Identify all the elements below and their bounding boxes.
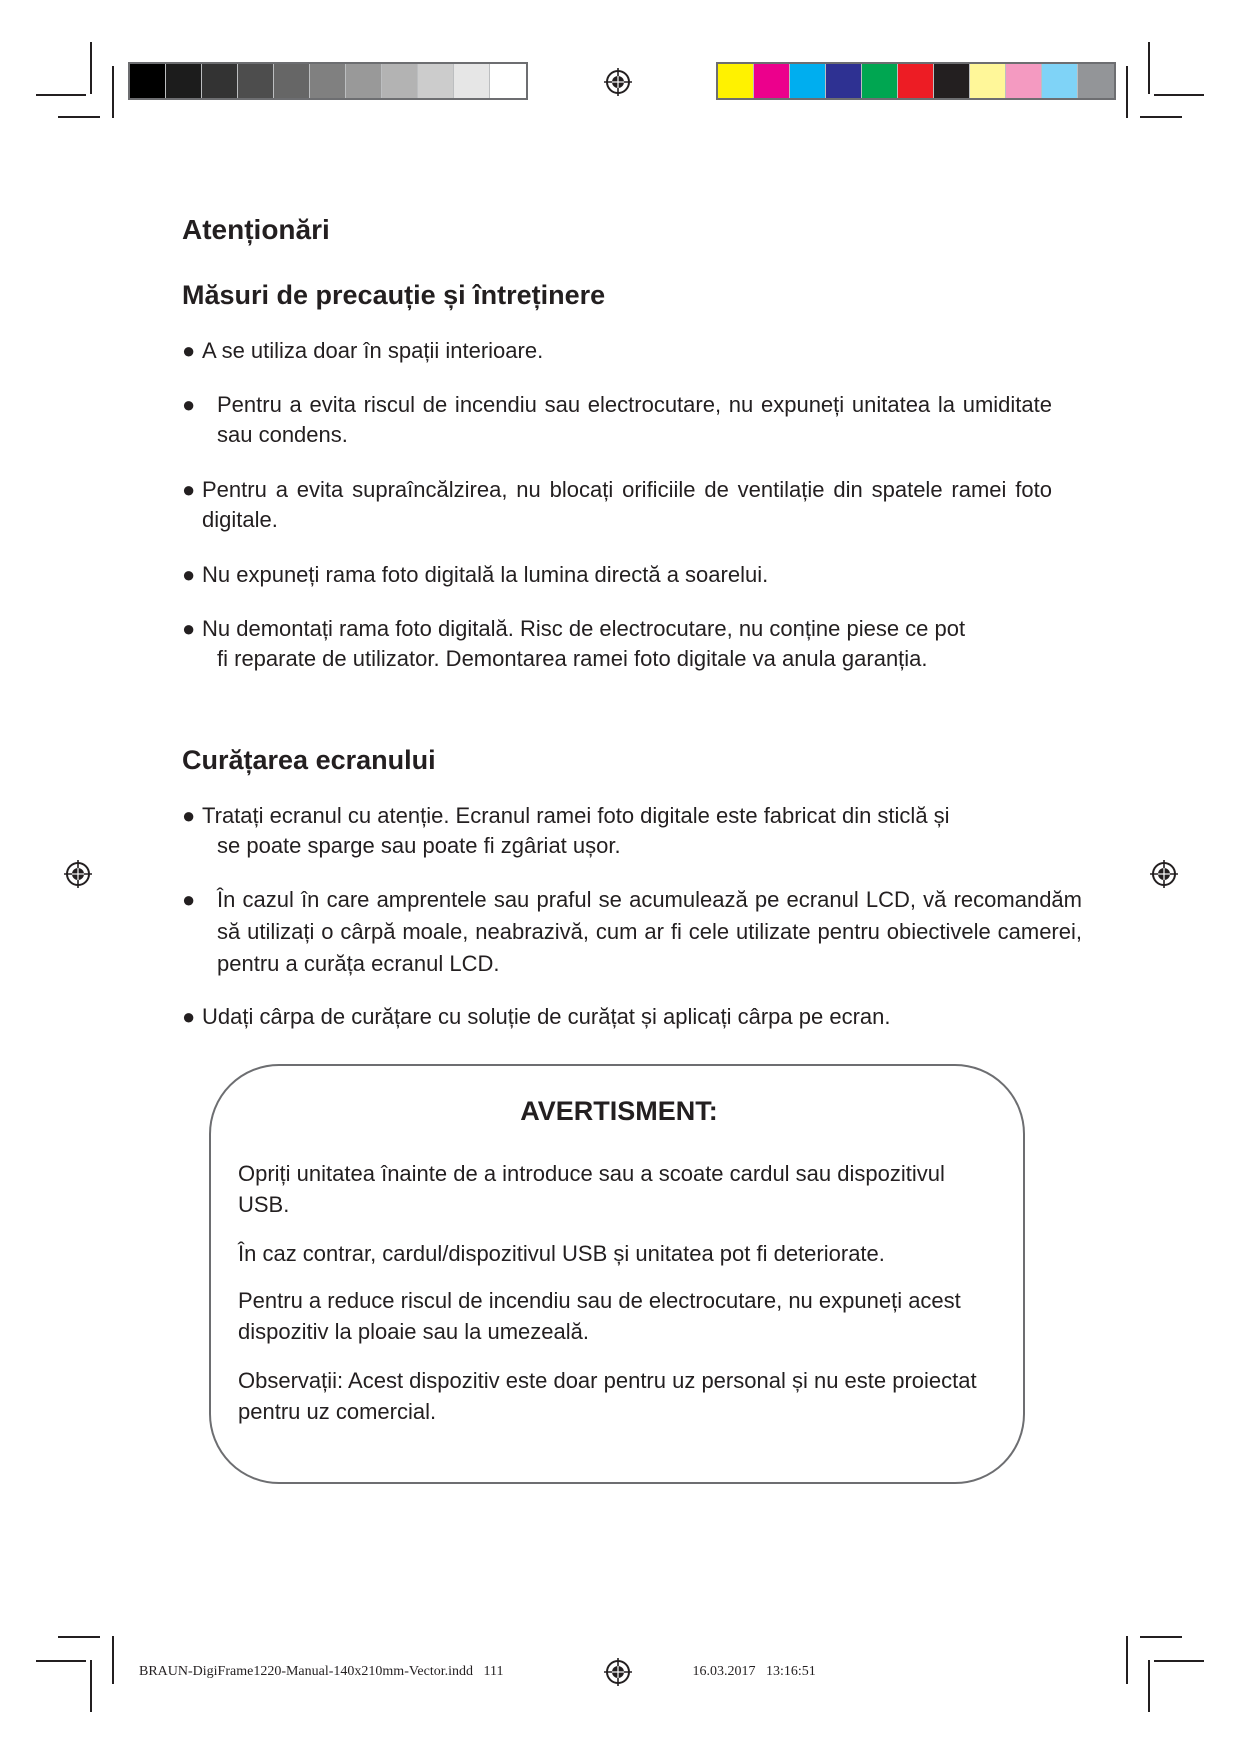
color-swatch (1042, 64, 1078, 98)
bullet-icon: ● (182, 887, 196, 912)
color-swatch (898, 64, 934, 98)
color-swatch (130, 64, 166, 98)
registration-mark-icon (604, 68, 632, 96)
bullet-icon: ● (182, 803, 196, 828)
warning-paragraph: În caz contrar, cardul/dispozitivul USB și unitatea pot fi deteriorate. (238, 1241, 885, 1266)
list-item (182, 1002, 1062, 1032)
color-swatch (418, 64, 454, 98)
color-swatch (202, 64, 238, 98)
list-item-text: Nu expuneți rama foto digitală la lumina directă a soarelui. (202, 562, 769, 587)
registration-mark-icon (64, 860, 92, 888)
color-swatch (382, 64, 418, 98)
list-item-text-line1: Tratați ecranul cu atenție. Ecranul ramei foto digitale este fabricat din sticlă și (202, 803, 950, 828)
section-heading-screen-cleaning: Curățarea ecranului (182, 745, 436, 775)
color-swatch (166, 64, 202, 98)
list-item-text-line2: fi reparate de utilizator. Demontarea ramei foto digitale va anula garanția. (217, 646, 928, 671)
page-title: Atenționări (182, 214, 330, 245)
list-item-text: Pentru a evita riscul de incendiu sau electrocutare, nu expuneți unitatea la umiditate sau condens. (217, 392, 1052, 447)
warning-paragraph: Observații: Acest dispozitiv este doar pentru uz personal și nu este proiectat pentru uz comercial. (238, 1368, 977, 1424)
bullet-icon: ● (182, 392, 196, 417)
color-swatch (346, 64, 382, 98)
color-swatch (1078, 64, 1114, 98)
color-swatch (970, 64, 1006, 98)
color-swatch (454, 64, 490, 98)
print-slug-footer: BRAUN-DigiFrame1220-Manual-140x210mm-Vector.indd 111 16.03.2017 13:16:51 (139, 1664, 816, 1679)
bullet-icon: ● (182, 616, 196, 641)
color-swatch (490, 64, 526, 98)
list-item (182, 336, 1062, 366)
bullet-icon: ● (182, 1004, 196, 1029)
list-item (182, 560, 1062, 590)
list-item (182, 390, 1052, 450)
list-item (182, 475, 1052, 535)
list-item (182, 614, 1062, 674)
color-swatch (862, 64, 898, 98)
bullet-icon: ● (182, 338, 196, 363)
process-color-bar (716, 62, 1116, 100)
color-swatch (826, 64, 862, 98)
bullet-icon: ● (182, 477, 196, 502)
color-swatch (754, 64, 790, 98)
list-item-text-line2: se poate sparge sau poate fi zgâriat ușor. (217, 833, 621, 858)
grayscale-color-bar (128, 62, 528, 100)
color-swatch (790, 64, 826, 98)
warning-paragraph: Opriți unitatea înainte de a introduce sau a scoate cardul sau dispozitivul USB. (238, 1161, 945, 1217)
list-item (182, 801, 1062, 861)
list-item-text: A se utiliza doar în spații interioare. (202, 338, 544, 363)
bullet-icon: ● (182, 562, 196, 587)
section-heading-precautions: Măsuri de precauție și întreținere (182, 280, 606, 310)
warning-title: AVERTISMENT: (520, 1096, 718, 1126)
color-swatch (718, 64, 754, 98)
list-item-text: În cazul în care amprentele sau praful se acumulează pe ecranul LCD, vă recomandăm să utilizați o cârpă moale, neabrazivă, cum ar fi cele utilizate pentru obiectivele camerei, pentru a curăța ecranul LCD. (217, 887, 1082, 976)
list-item-text: Pentru a evita supraîncălzirea, nu blocați orificiile de ventilație din spatele ramei foto digitale. (202, 477, 1052, 532)
color-swatch (238, 64, 274, 98)
list-item (182, 884, 1082, 980)
color-swatch (1006, 64, 1042, 98)
list-item-text-line1: Nu demontați rama foto digitală. Risc de electrocutare, nu conține piese ce pot (202, 616, 966, 641)
warning-box (209, 1064, 1025, 1484)
registration-mark-icon (1150, 860, 1178, 888)
list-item-text: Udați cârpa de curățare cu soluție de curățat și aplicați cârpa pe ecran. (202, 1004, 891, 1029)
color-swatch (310, 64, 346, 98)
color-swatch (934, 64, 970, 98)
color-swatch (274, 64, 310, 98)
warning-paragraph: Pentru a reduce riscul de incendiu sau de electrocutare, nu expuneți acest dispozitiv la ploaie sau la umezeală. (238, 1288, 961, 1344)
